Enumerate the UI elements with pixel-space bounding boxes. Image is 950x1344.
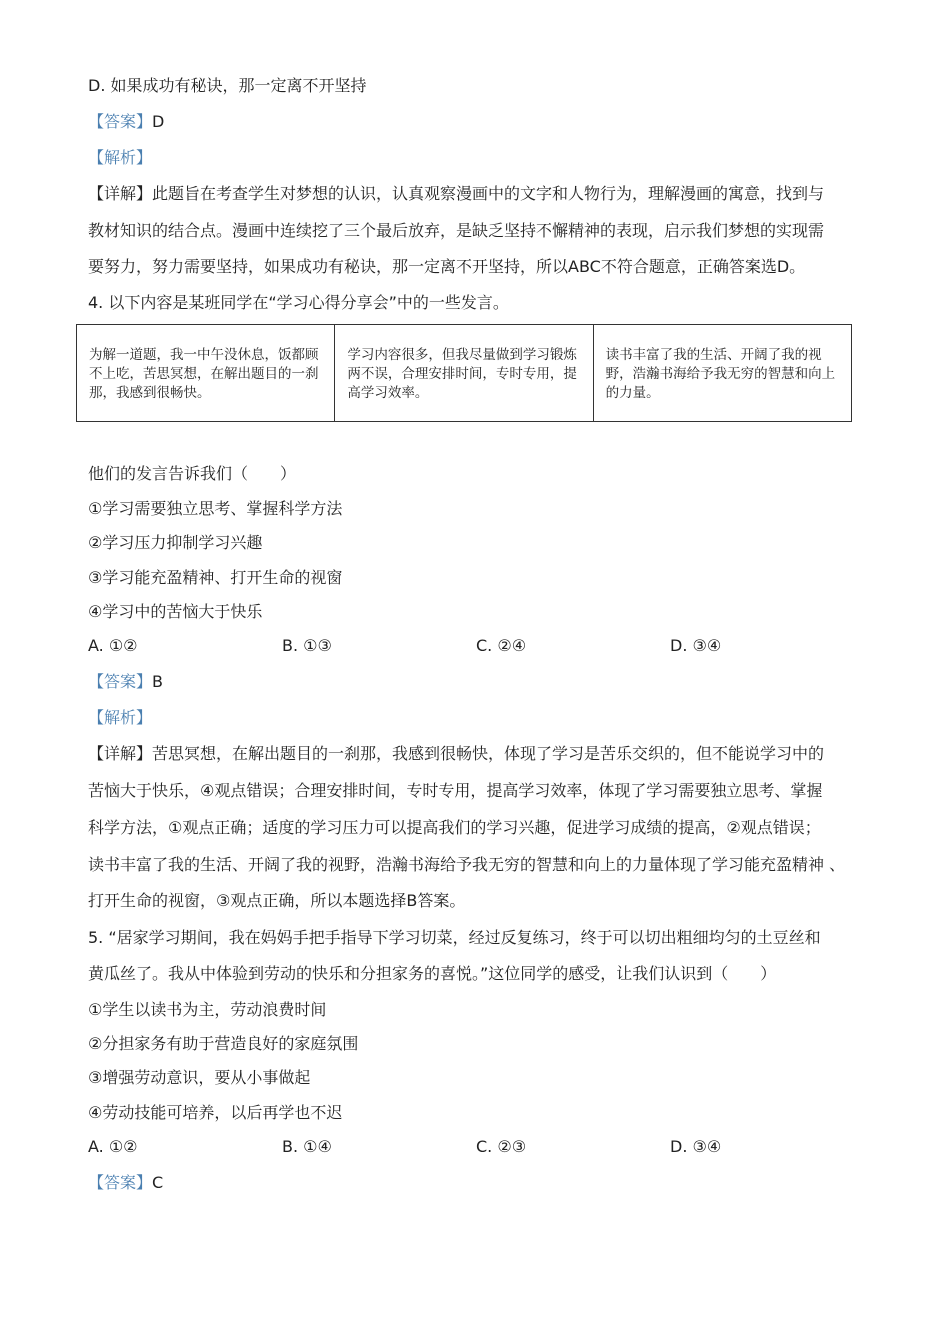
q4-analysis-tag: 【解析】: [88, 708, 153, 727]
q3-answer: [88, 112, 164, 132]
q5-stem-line-2: 黄瓜丝了。我从中体验到劳动的快乐和分担家务的喜悦。”这位同学的感受，让我们认识到（ ）: [88, 964, 777, 983]
answer-tag: 【答案】: [88, 1173, 153, 1192]
q4-option-b: B. ①③: [282, 636, 332, 655]
q4-statement-1: ①学习需要独立思考、掌握科学方法: [88, 499, 343, 518]
q5-option-a: A. ①②: [88, 1137, 138, 1156]
answer-value: C: [152, 1173, 164, 1192]
q4-statement-4: ④学习中的苦恼大于快乐: [88, 602, 263, 621]
detail-tag: 【详解】: [88, 184, 153, 203]
q5-statement-2: ②分担家务有助于营造良好的家庭氛围: [88, 1034, 359, 1053]
q5-stem-line-1: 5. “居家学习期间，我在妈妈手把手指导下学习切菜，经过反复练习，终于可以切出粗细均匀的土豆丝和: [88, 928, 821, 947]
q5-statement-3: ③增强劳动意识，要从小事做起: [88, 1068, 311, 1087]
q5-option-c: C. ②③: [476, 1137, 527, 1156]
quote-table: [76, 324, 852, 422]
q4-question: 他们的发言告诉我们（ ）: [88, 464, 297, 483]
q4-statement-3: ③学习能充盈精神、打开生命的视窗: [88, 568, 343, 587]
q3-option-d: D. 如果成功有秘诀，那一定离不开坚持: [88, 76, 367, 95]
q4-option-d: D. ③④: [670, 636, 722, 655]
q5-statement-4: ④劳动技能可培养，以后再学也不迟: [88, 1103, 343, 1122]
q4-detail-line-2: 苦恼大于快乐，④观点错误；合理安排时间，专时专用，提高学习效率，体现了学习需要独立思考、掌握: [88, 781, 823, 800]
q4-detail-line-5: 打开生命的视窗，③观点正确，所以本题选择B答案。: [88, 891, 466, 910]
q5-option-d: D. ③④: [670, 1137, 722, 1156]
q3-detail-line-3: 要努力，努力需要坚持，如果成功有秘诀，那一定离不开坚持，所以ABC不符合题意，正确答案选D。: [88, 257, 806, 276]
answer-value: B: [152, 672, 163, 691]
q3-detail-line-1: 【详解】此题旨在考查学生对梦想的认识，认真观察漫画中的文字和人物行为，理解漫画的寓意，找到与: [88, 184, 825, 203]
q4-answer: [88, 672, 163, 692]
q4-stem: 4. 以下内容是某班同学在“学习心得分享会”中的一些发言。: [88, 293, 509, 312]
answer-tag: 【答案】: [88, 112, 153, 131]
quote-cell-2: 学习内容很多，但我尽量做到学习锻炼两不误，合理安排时间，专时专用，提高学习效率。: [335, 325, 593, 421]
q4-detail-line-1: 【详解】苦思冥想，在解出题目的一刹那，我感到很畅快，体现了学习是苦乐交织的，但不能说学习中的: [88, 744, 825, 763]
q5-answer: [88, 1173, 163, 1193]
quote-cell-3: 读书丰富了我的生活、开阔了我的视野，浩瀚书海给予我无穷的智慧和向上的力量。: [605, 346, 836, 401]
answer-value: D: [152, 112, 165, 131]
q4-detail-line-4: 读书丰富了我的生活、开阔了我的视野，浩瀚书海给予我无穷的智慧和向上的力量体现了学习能充盈精神 、: [88, 855, 846, 874]
q5-option-b: B. ①④: [282, 1137, 332, 1156]
q4-option-c: C. ②④: [476, 636, 527, 655]
q4-detail-line-3: 科学方法，①观点正确；适度的学习压力可以提高我们的学习兴趣，促进学习成绩的提高，②观点错误；: [88, 818, 821, 837]
quote-cell-1: 为解一道题，我一中午没休息，饭都顾不上吃，苦思冥想，在解出题目的一刹那，我感到很畅快。: [77, 325, 335, 421]
q4-option-a: A. ①②: [88, 636, 138, 655]
q3-detail-line-2: 教材知识的结合点。漫画中连续挖了三个最后放弃，是缺乏坚持不懈精神的表现，启示我们梦想的实现需: [88, 221, 825, 240]
answer-tag: 【答案】: [88, 672, 153, 691]
q4-statement-2: ②学习压力抑制学习兴趣: [88, 533, 263, 552]
q3-analysis-tag: 【解析】: [88, 148, 153, 167]
detail-tag: 【详解】: [88, 744, 153, 763]
q5-statement-1: ①学生以读书为主，劳动浪费时间: [88, 1000, 327, 1019]
